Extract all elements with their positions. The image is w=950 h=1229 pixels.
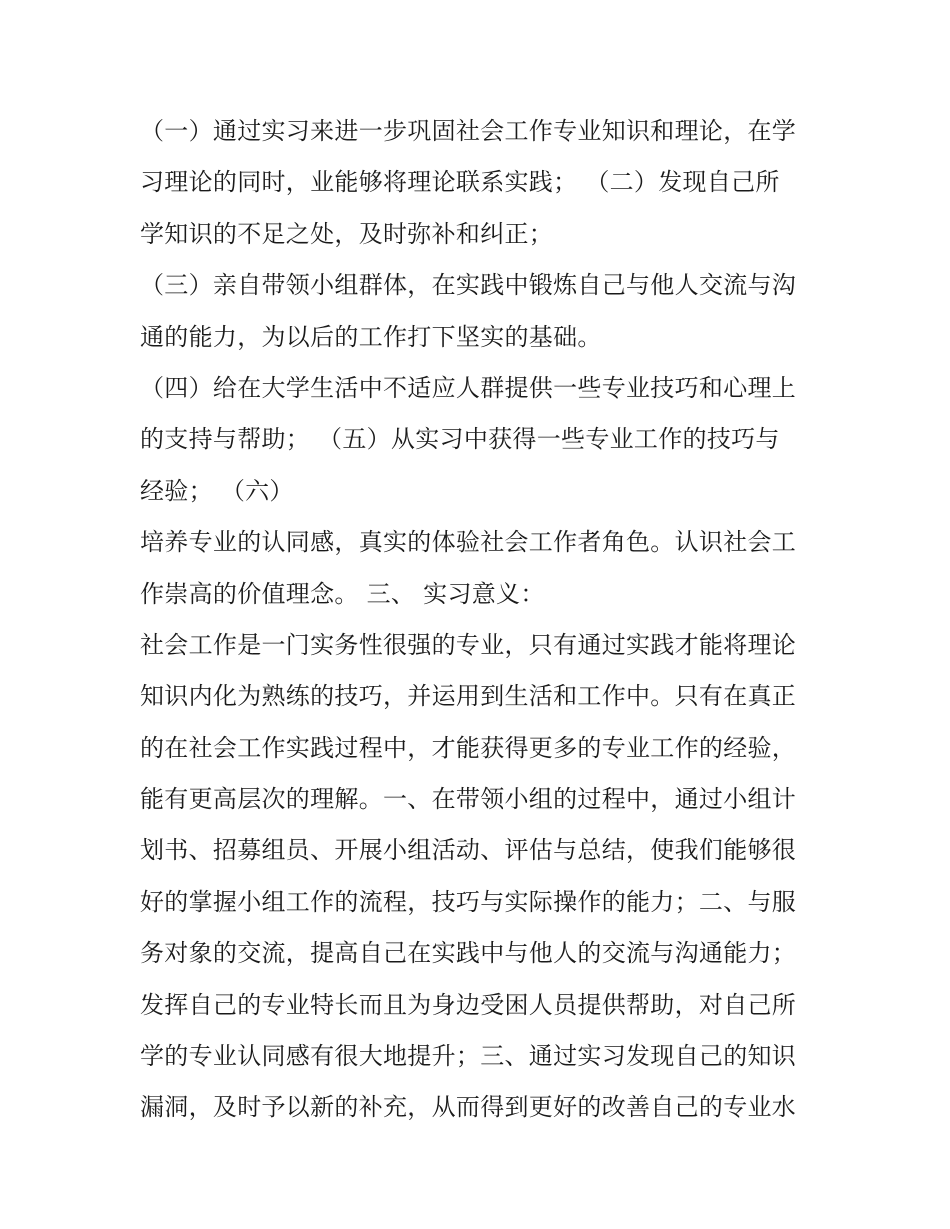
text-line: 的支持与帮助； （五）从实习中获得一些专业工作的技巧与 bbox=[140, 425, 780, 454]
text-line: （一）通过实习来进一步巩固社会工作专业知识和理论，在学 bbox=[140, 117, 797, 145]
text-line: 培养专业的认同感，真实的体验社会工作者角色。认识社会工 bbox=[140, 528, 797, 557]
text-line: 知识内化为熟练的技巧，并运用到生活和工作中。只有在真正 bbox=[140, 682, 797, 711]
text-line: 的在社会工作实践过程中，才能获得更多的专业工作的经验， bbox=[140, 733, 797, 762]
text-line: 务对象的交流，提高自己在实践中与他人的交流与沟通能力； bbox=[140, 939, 797, 968]
text-line: 社会工作是一门实务性很强的专业，只有通过实践才能将理论 bbox=[140, 630, 797, 659]
text-line: 学知识的不足之处，及时弥补和纠正； bbox=[140, 219, 554, 248]
text-line: 学的专业认同感有很大地提升；三、通过实习发现自己的知识 bbox=[140, 1042, 797, 1071]
text-line: 经验； （六） bbox=[140, 476, 294, 505]
text-line: 漏洞，及时予以新的补充，从而得到更好的改善自己的专业水 bbox=[140, 1093, 797, 1122]
text-line: 划书、招募组员、开展小组活动、评估与总结，使我们能够很 bbox=[140, 836, 797, 865]
text-line: 能有更高层次的理解。一、在带领小组的过程中，通过小组计 bbox=[140, 785, 797, 814]
text-line: 好的掌握小组工作的流程，技巧与实际操作的能力；二、与服 bbox=[140, 887, 797, 916]
text-line: 发挥自己的专业特长而且为身边受困人员提供帮助，对自己所 bbox=[140, 990, 797, 1019]
text-line: 通的能力，为以后的工作打下坚实的基础。 bbox=[140, 322, 602, 351]
text-line: （四）给在大学生活中不适应人群提供一些专业技巧和心理上 bbox=[140, 373, 797, 402]
text-line: 习理论的同时，业能够将理论联系实践； （二）发现自己所 bbox=[140, 168, 780, 197]
document-body bbox=[140, 106, 816, 1134]
text-line: （三）亲自带领小组群体，在实践中锻炼自己与他人交流与沟 bbox=[140, 271, 797, 300]
text-line: 作崇高的价值理念。 三、 实习意义： bbox=[140, 579, 545, 608]
